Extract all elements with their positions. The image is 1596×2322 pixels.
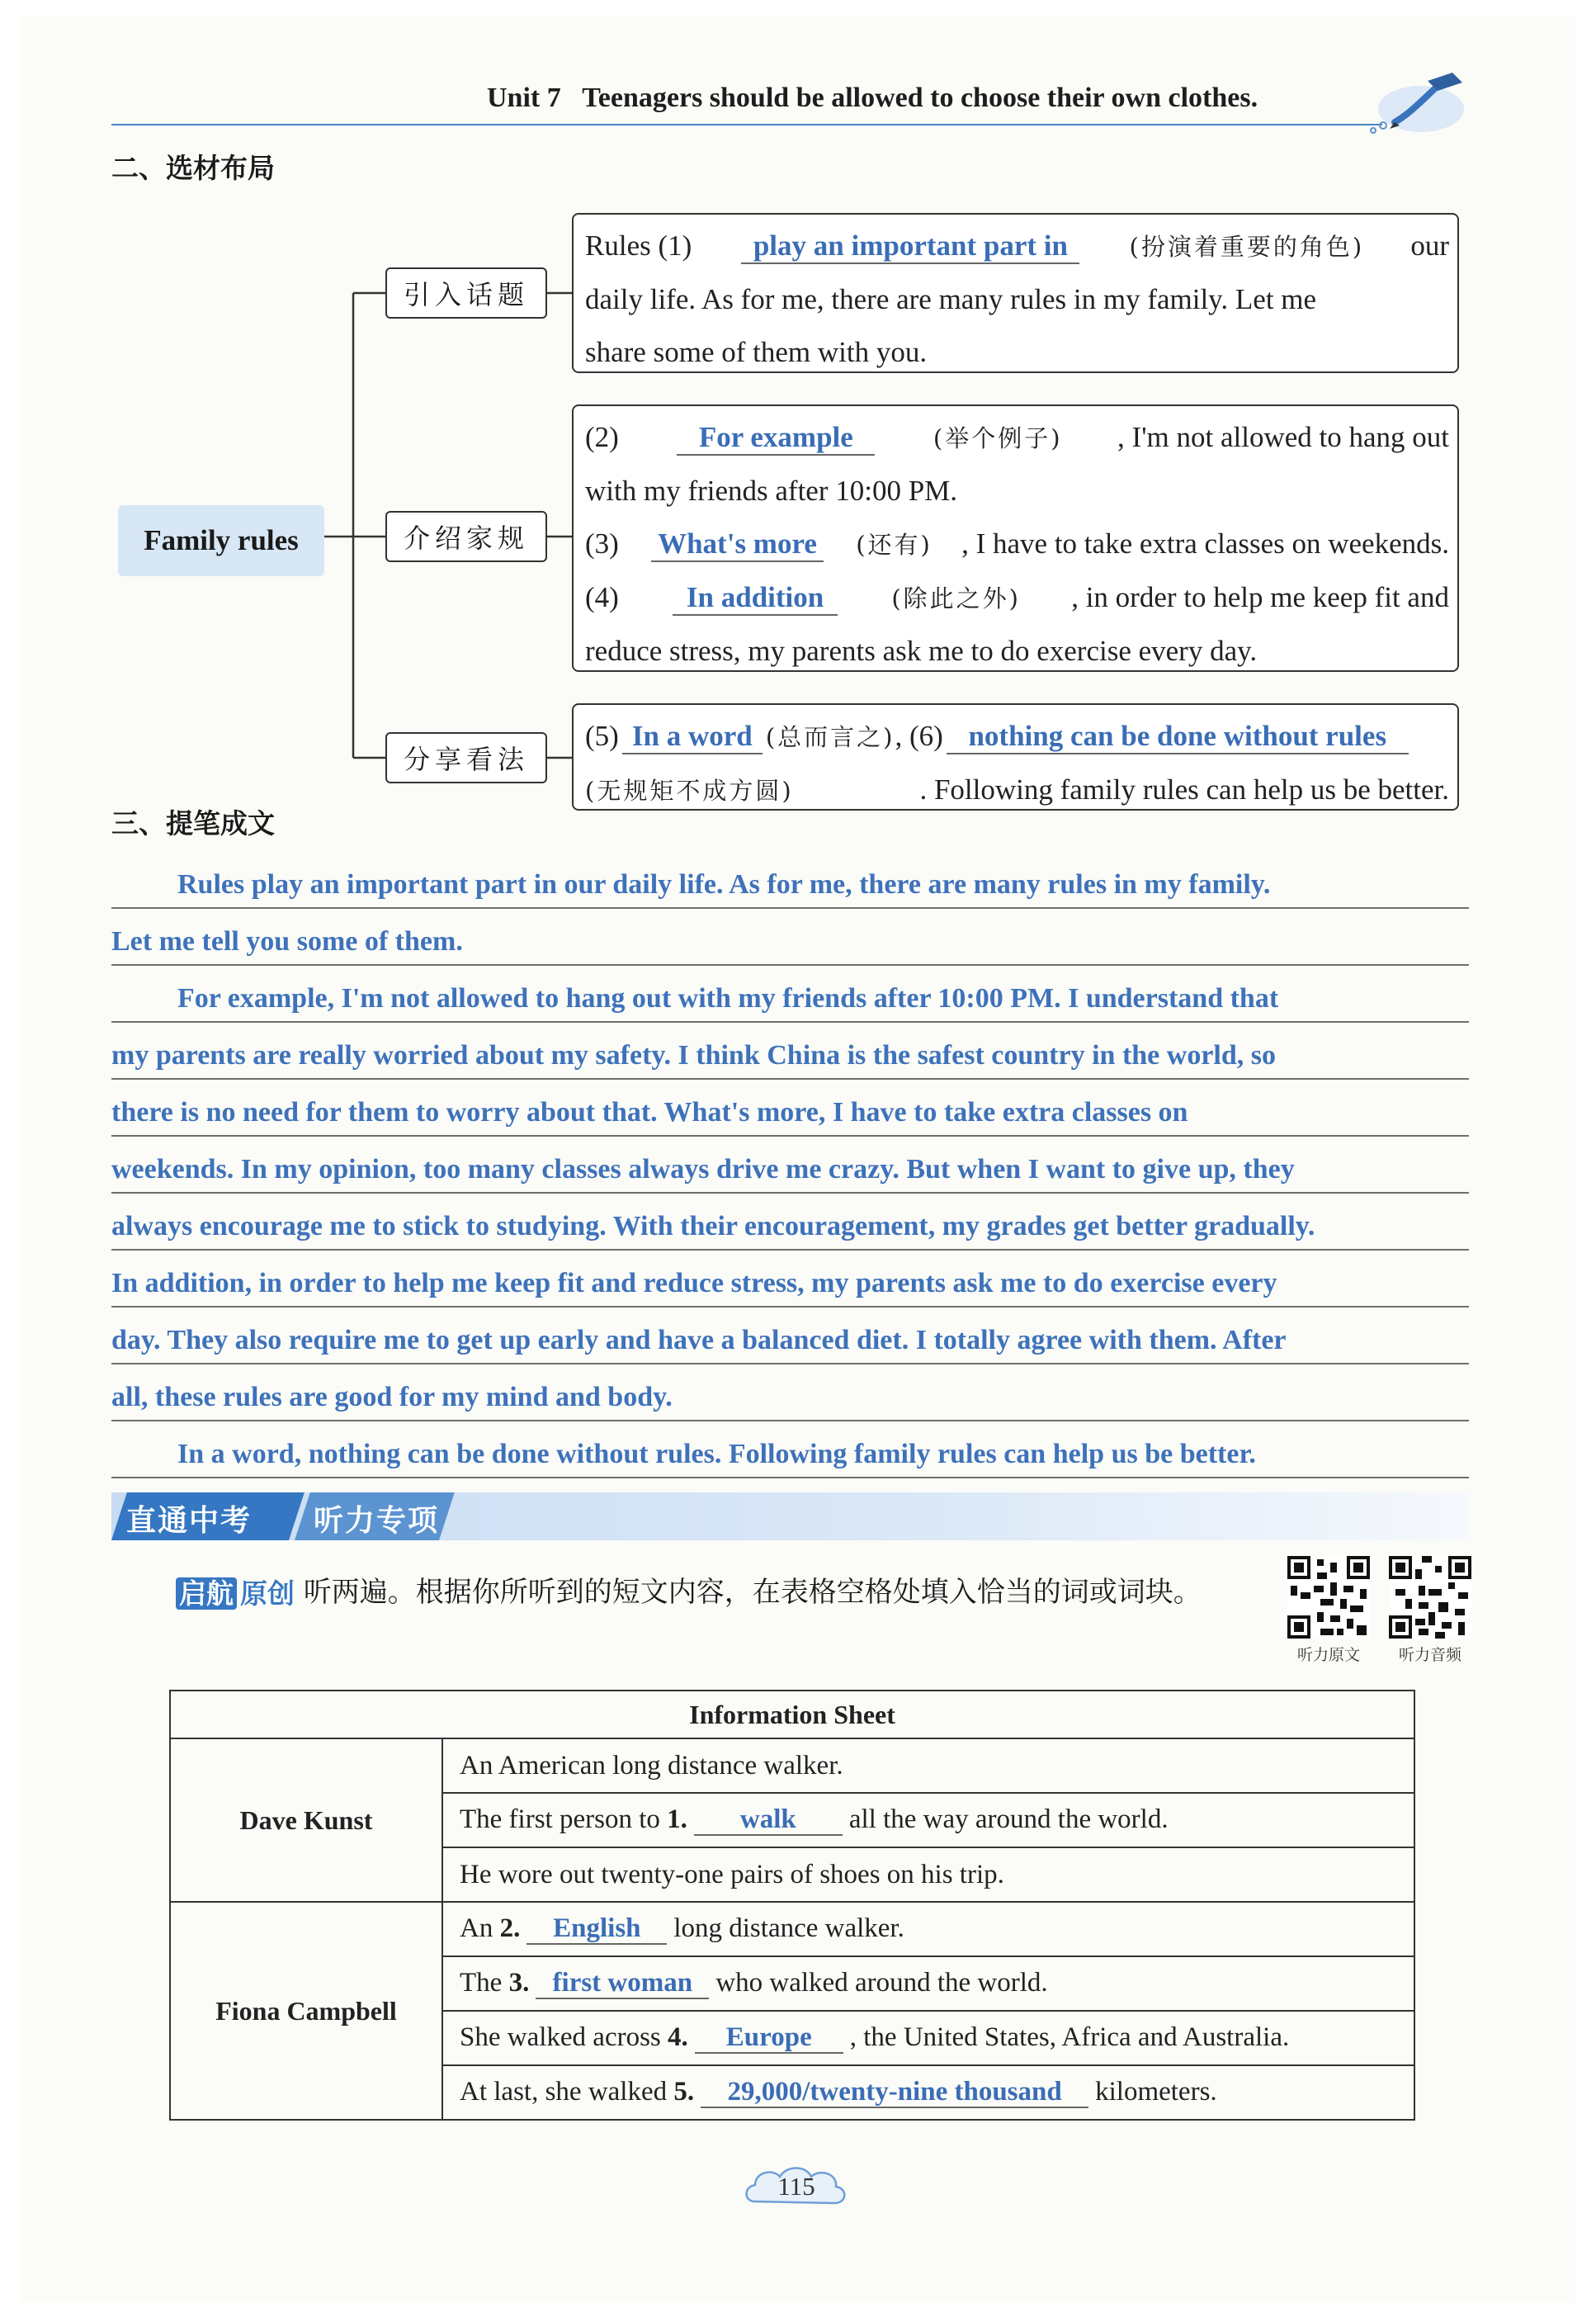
box3-line1 bbox=[585, 710, 1449, 764]
question-number: 3. bbox=[508, 1968, 530, 1998]
box1-line1-tail: our bbox=[1410, 229, 1449, 262]
box2-hint3: (还有) bbox=[856, 531, 933, 559]
box3-line2-tail: . Following family rules can help us be better. bbox=[919, 773, 1449, 806]
listening-instruction bbox=[176, 1563, 1273, 1622]
person-fiona-campbell: Fiona Campbell bbox=[170, 1902, 442, 2120]
essay-line: there is no need for them to worry about that. What's more, I have to take extra classes on bbox=[111, 1080, 1469, 1137]
question-number: 4. bbox=[668, 2022, 688, 2052]
box2-line3-tail: , I have to take extra classes on weekends. bbox=[961, 527, 1449, 560]
box3-blank6-label: , (6) bbox=[895, 720, 943, 752]
box2-blank4-label: (4) bbox=[585, 581, 619, 613]
box2-hint2: (举个例子) bbox=[933, 424, 1063, 452]
table-cell: The first person to 1. walk all the way around the world. bbox=[442, 1793, 1414, 1847]
box3-answer5: In a word bbox=[622, 720, 763, 754]
box1-line1 bbox=[585, 220, 1449, 273]
essay-line: In a word, nothing can be done without rules. Following family rules can help us be better. bbox=[111, 1421, 1469, 1478]
information-sheet-table bbox=[169, 1690, 1415, 2121]
model-essay bbox=[111, 852, 1469, 1478]
box3-hint5: (总而言之) bbox=[765, 723, 895, 751]
box3-blank5-label: (5) bbox=[585, 720, 619, 752]
badge-part1: 启航 bbox=[176, 1577, 237, 1610]
box2-answer3: What's more bbox=[651, 527, 824, 562]
answer-1: walk bbox=[694, 1804, 843, 1836]
table-row bbox=[170, 1738, 1414, 1793]
essay-line: all, these rules are good for my mind and body. bbox=[111, 1364, 1469, 1421]
answer-5: 29,000/twenty-nine thousand bbox=[701, 2077, 1088, 2108]
table-cell: He wore out twenty-one pairs of shoes on his trip. bbox=[442, 1847, 1414, 1902]
section-heading-writing: 三、提笔成文 bbox=[111, 807, 275, 839]
essay-line: Rules play an important part in our daily life. As for me, there are many rules in my family. bbox=[111, 852, 1469, 909]
box1-answer1: play an important part in bbox=[741, 229, 1079, 264]
question-number: 1. bbox=[667, 1804, 687, 1834]
box-share-opinion bbox=[572, 703, 1459, 811]
banner-tag-listening: 听力专项 bbox=[314, 1504, 440, 1538]
box2-blank2-label: (2) bbox=[585, 421, 619, 453]
qr-audio-label: 听力音频 bbox=[1398, 1646, 1461, 1664]
table-cell: She walked across 4. Europe , the United States, Africa and Australia. bbox=[442, 2011, 1414, 2065]
mind-map-root: Family rules bbox=[118, 505, 324, 576]
box2-line4 bbox=[585, 571, 1449, 625]
box2-hint4: (除此之外) bbox=[891, 584, 1021, 612]
branch-introduce-rules: 介绍家规 bbox=[385, 511, 547, 562]
box2-blank3-label: (3) bbox=[585, 527, 619, 560]
banner-tag-exam: 直通中考 bbox=[126, 1504, 253, 1538]
qr-code-audio-icon[interactable] bbox=[1389, 1556, 1471, 1639]
box-introduce-topic bbox=[572, 213, 1459, 373]
table-cell: An American long distance walker. bbox=[442, 1738, 1414, 1793]
answer-2: English bbox=[526, 1913, 667, 1945]
branch-share-opinion: 分享看法 bbox=[385, 732, 547, 783]
box3-answer6: nothing can be done without rules bbox=[947, 720, 1409, 754]
box2-line1-tail: , I'm not allowed to hang out bbox=[1117, 421, 1449, 453]
box1-hint1: (扮演着重要的角色) bbox=[1129, 233, 1365, 261]
essay-line: For example, I'm not allowed to hang out with my friends after 10:00 PM. I understand that bbox=[111, 966, 1469, 1023]
badge-part2: 原创 bbox=[240, 1577, 295, 1610]
section-heading-layout: 二、选材布局 bbox=[111, 152, 275, 184]
box2-line3 bbox=[585, 518, 1449, 571]
table-row bbox=[170, 1691, 1414, 1738]
box3-hint6: (无规矩不成方圆) bbox=[585, 777, 794, 805]
box2-line4-tail: , in order to help me keep fit and bbox=[1071, 581, 1449, 613]
essay-line: Let me tell you some of them. bbox=[111, 909, 1469, 966]
box2-answer4: In addition bbox=[673, 581, 838, 616]
box2-answer2: For example bbox=[677, 421, 875, 456]
unit-title: Teenagers should be allowed to choose their own clothes. bbox=[582, 83, 1258, 113]
essay-line: always encourage me to stick to studying. With their encouragement, my grades get better gradually. bbox=[111, 1194, 1469, 1251]
page-number: 115 bbox=[777, 2172, 815, 2201]
box-introduce-rules bbox=[572, 404, 1459, 672]
essay-line: weekends. In my opinion, too many classes always drive me crazy. But when I want to give up, they bbox=[111, 1137, 1469, 1194]
original-badge bbox=[176, 1577, 295, 1610]
instruction-text: 听两遍。根据你所听到的短文内容，在表格空格处填入恰当的词或词块。 bbox=[303, 1576, 1202, 1609]
essay-line: day. They also require me to get up early and have a balanced diet. I totally agree with them. After bbox=[111, 1308, 1469, 1364]
branch-introduce-topic: 引入话题 bbox=[385, 267, 547, 319]
listening-section-banner bbox=[111, 1492, 1469, 1540]
table-title: Information Sheet bbox=[170, 1691, 1414, 1738]
essay-line: my parents are really worried about my safety. I think China is the safest country in the world, so bbox=[111, 1023, 1469, 1080]
question-number: 5. bbox=[673, 2077, 695, 2107]
box2-line1 bbox=[585, 411, 1449, 465]
table-row bbox=[170, 1902, 1414, 1956]
unit-header bbox=[487, 83, 1258, 114]
box2-line5: reduce stress, my parents ask me to do exercise every day. bbox=[585, 635, 1258, 667]
answer-3: first woman bbox=[536, 1968, 709, 1999]
header-rule bbox=[111, 124, 1382, 125]
table-cell: The 3. first woman who walked around the world. bbox=[442, 1956, 1414, 2011]
box2-line2: with my friends after 10:00 PM. bbox=[585, 475, 958, 507]
table-cell: An 2. English long distance walker. bbox=[442, 1902, 1414, 1956]
question-number: 2. bbox=[499, 1913, 521, 1943]
box1-blank1-label: Rules (1) bbox=[585, 229, 692, 262]
answer-4: Europe bbox=[695, 2022, 843, 2054]
box1-line2: daily life. As for me, there are many rules in my family. Let me bbox=[585, 283, 1317, 315]
box3-line2 bbox=[585, 764, 1449, 817]
essay-line: In addition, in order to help me keep fit and reduce stress, my parents ask me to do exercise every bbox=[111, 1251, 1469, 1308]
box1-line3: share some of them with you. bbox=[585, 336, 928, 368]
unit-number: Unit 7 bbox=[487, 83, 561, 113]
pencil-mortarboard-icon bbox=[1370, 58, 1469, 140]
qr-code-transcript-icon[interactable] bbox=[1287, 1556, 1370, 1639]
qr-transcript-label: 听力原文 bbox=[1296, 1646, 1360, 1664]
table-cell: At last, she walked 5. 29,000/twenty-nine thousand kilometers. bbox=[442, 2065, 1414, 2120]
person-dave-kunst: Dave Kunst bbox=[170, 1738, 442, 1902]
